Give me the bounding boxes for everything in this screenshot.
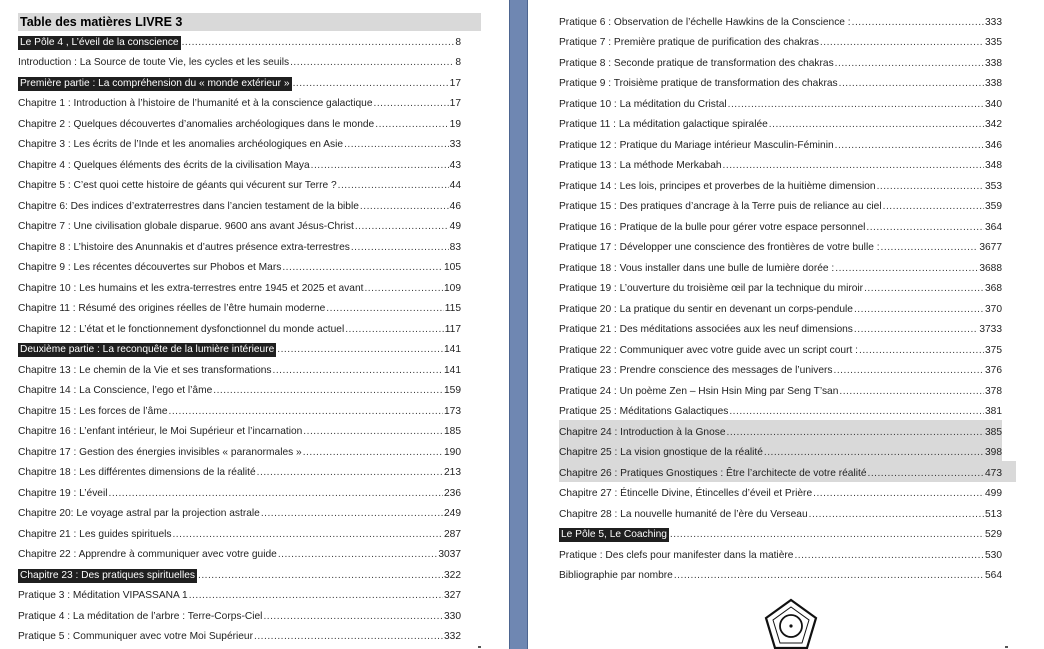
toc-entry-label: Chapitre 24 : Introduction à la Gnose [559,426,726,438]
toc-entry-page-number: 109 [444,282,461,294]
toc-entry[interactable] [18,604,461,625]
toc-entry-label: Le Pôle 5, Le Coaching [561,529,667,540]
toc-dot-leader [835,262,978,275]
toc-entry-label: Pratique 16 : Pratique de la bulle pour gérer votre espace personnel [559,221,866,233]
toc-dot-leader [360,200,449,213]
toc-entry[interactable] [18,153,461,174]
toc-entry-label: Chapitre 27 : Étincelle Divine, Étincelles d’éveil et Prière [559,488,813,499]
toc-entry-label: Pratique 14 : Les lois, principes et proverbes de la huitième dimension [559,180,876,192]
toc-dot-leader [277,343,443,356]
toc-entry[interactable] [559,359,1002,380]
toc-entry-page-number: 3733 [979,324,1002,335]
toc-entry-page-number: 335 [985,37,1002,48]
toc-entry-page-number: 159 [444,385,461,396]
toc-dot-leader [839,385,984,398]
toc-dot-leader [820,36,984,49]
toc-entry-label: Chapitre 5 : C’est quoi cette histoire de géants qui vécurent sur Terre ? [18,180,337,191]
toc-entry[interactable] [18,276,461,297]
toc-entry[interactable] [559,318,1002,339]
toc-entry-label: Pratique 17 : Développer une conscience des frontières de votre bulle : [559,242,880,253]
toc-entry-page-number: 375 [985,344,1002,356]
toc-entry-label: Chapitre 19 : L’éveil [18,487,108,499]
toc-entry[interactable] [559,256,1002,277]
toc-entry-page-number: 529 [985,529,1002,540]
toc-dot-leader [728,98,984,111]
toc-entry[interactable] [559,502,1002,523]
toc-dot-leader [723,159,984,172]
toc-entry-page-number: 338 [985,78,1002,89]
toc-dot-leader [854,303,984,316]
toc-entry-page-number: 385 [985,426,1002,438]
toc-entry[interactable] [559,297,1002,318]
toc-dot-leader [866,221,984,234]
toc-entry[interactable] [559,133,1002,154]
toc-entry-label: Pratique 11 : La méditation galactique spiralée [559,119,768,130]
toc-entry-label: Pratique 25 : Méditations Galactiques [559,406,729,417]
toc-entry[interactable] [559,379,1002,400]
toc-dot-leader [355,220,449,233]
toc-dot-leader [198,569,443,582]
toc-entry-label: Chapitre 2 : Quelques découvertes d’anomalies archéologiques dans le monde [18,118,375,130]
toc-dot-leader [794,549,984,562]
toc-dot-leader [834,364,984,377]
toc-entry-page-number: 353 [985,180,1002,192]
toc-entry-page-number: 398 [985,447,1002,458]
toc-entry-page-number: 17 [449,98,461,109]
toc-entry[interactable] [559,51,1002,72]
toc-entry-page-number: 473 [985,467,1002,479]
toc-entry[interactable] [18,235,461,256]
toc-dot-leader [852,16,984,29]
toc-entry[interactable] [18,71,461,92]
toc-entry-page-number: 8 [455,36,461,48]
toc-dot-leader [364,282,443,295]
toc-entry[interactable] [18,440,461,461]
toc-entry-page-number: 3677 [979,242,1002,253]
toc-dot-leader [303,446,443,459]
toc-entry-page-number: 249 [444,508,461,519]
toc-entry-page-number: 513 [985,508,1002,520]
toc-title: Table des matières LIVRE 3 [18,13,481,31]
toc-entry-label: Pratique 24 : Un poème Zen – Hsin Hsin Ming par Seng T’san [559,385,839,397]
toc-entry[interactable] [559,92,1002,113]
toc-entry-page-number: 370 [985,303,1002,315]
toc-entry-label: Chapitre 9 : Les récentes découvertes sur Phobos et Mars [18,262,282,273]
toc-dot-leader [670,528,984,541]
toc-entry-page-number: 332 [444,631,461,642]
toc-entry-page-number: 287 [444,528,461,540]
toc-entry-page-number: 33 [449,139,461,150]
toc-entry[interactable] [559,277,1002,298]
toc-entry-page-number: 340 [985,98,1002,110]
toc-entry-page-number: 43 [449,159,461,171]
toc-dot-leader [257,466,443,479]
toc-entry-label: Bibliographie par nombre [559,570,673,581]
toc-entry[interactable] [18,92,461,113]
toc-entry[interactable] [18,502,461,523]
toc-entry-label: Pratique 7 : Première pratique de purification des chakras [559,37,819,48]
toc-dot-leader [375,118,448,131]
toc-entry-label: Pratique 23 : Prendre conscience des messages de l’univers [559,365,833,376]
toc-dot-leader [182,36,455,49]
toc-dot-leader [674,569,984,582]
toc-entry-label: Pratique 20 : La pratique du sentir en devenant un corps-pendule [559,303,853,315]
toc-dot-leader [835,57,984,70]
toc-entry[interactable] [559,441,1002,462]
toc-entry-label: Chapitre 13 : Le chemin de la Vie et ses transformations [18,364,272,376]
toc-dot-leader [835,139,984,152]
toc-dot-leader [172,528,443,541]
toc-entry-page-number: 44 [449,180,461,191]
toc-entry-label: Chapitre 7 : Une civilisation globale disparue. 9600 ans avant Jésus-Christ [18,221,354,232]
toc-entry-label: Chapitre 12 : L’état et le fonctionnement dysfonctionnel du monde actuel [18,323,345,335]
toc-entry-page-number: 19 [449,118,461,130]
toc-entry-label: Chapitre 18 : Les différentes dimensions de la réalité [18,467,256,478]
toc-dot-leader [864,282,984,295]
toc-entry-label: Chapitre 25 : La vision gnostique de la réalité [559,447,763,458]
toc-entry-label: Pratique 3 : Méditation VIPASSANA 1 [18,590,188,601]
toc-dot-leader [764,446,984,459]
toc-dot-leader [374,97,449,110]
right-toc-list [559,10,1002,584]
toc-dot-leader [877,180,984,193]
toc-entry[interactable] [559,72,1002,93]
toc-entry[interactable] [18,133,461,154]
toc-dot-leader [189,589,443,602]
toc-dot-leader [839,77,984,90]
toc-entry[interactable] [18,358,461,379]
toc-entry-label: Introduction : La Source de toute Vie, les cycles et les seuils [18,57,290,68]
toc-entry-page-number: 141 [444,344,461,355]
toc-dot-leader [881,241,979,254]
toc-entry-label: Chapitre 8 : L’histoire des Anunnakis et d’autres présence extra-terrestres [18,241,350,253]
toc-entry[interactable] [18,338,461,359]
toc-entry-label: Deuxième partie : La reconquête de la lumière intérieure [20,344,275,355]
toc-dot-leader [263,610,443,623]
toc-dot-leader [293,77,449,90]
toc-entry-label: Chapitre 22 : Apprendre à communiquer avec votre guide [18,549,277,560]
toc-dot-leader [338,179,449,192]
toc-entry-page-number: 236 [444,487,461,499]
toc-entry[interactable] [18,51,461,72]
page-corner-mark [478,646,481,648]
toc-entry-page-number: 105 [444,262,461,273]
toc-entry-label: Chapitre 10 : Les humains et les extra-terrestres entre 1945 et 2025 et avant [18,282,364,294]
toc-entry[interactable] [18,584,461,605]
toc-entry[interactable] [18,420,461,441]
toc-entry[interactable] [18,379,461,400]
toc-entry-page-number: 376 [985,365,1002,376]
toc-dot-leader [813,487,984,500]
toc-entry[interactable] [559,154,1002,175]
toc-entry-label: Pratique 6 : Observation de l’échelle Hawkins de la Conscience : [559,16,851,28]
toc-entry[interactable] [18,625,461,646]
toc-dot-leader [351,241,449,254]
toc-dot-leader [809,508,984,521]
toc-entry-page-number: 378 [985,385,1002,397]
toc-entry-page-number: 3688 [979,262,1002,274]
toc-dot-leader [278,548,438,561]
toc-entry[interactable] [559,338,1002,359]
toc-entry-label: Première partie : La compréhension du « monde extérieur » [20,77,290,89]
toc-entry[interactable] [18,215,461,236]
toc-dot-leader [108,487,443,500]
toc-entry-label: Pratique 22 : Communiquer avec votre guide avec un script court : [559,344,858,356]
toc-entry[interactable] [559,215,1002,236]
toc-dot-leader [311,159,449,172]
toc-entry-label: Chapitre 1 : Introduction à l’histoire de l’humanité et à la conscience galactique [18,98,373,109]
left-toc-list [18,30,461,645]
toc-entry[interactable] [559,31,1002,52]
toc-dot-leader [169,405,444,418]
toc-entry-page-number: 115 [444,303,461,314]
toc-entry-page-number: 346 [985,139,1002,151]
toc-entry[interactable] [559,10,1002,31]
toc-entry-page-number: 342 [985,119,1002,130]
toc-entry-label: Chapitre 14 : La Conscience, l’ego et l’âme [18,385,213,396]
toc-entry-label: Pratique 15 : Des pratiques d’ancrage à la Terre puis de reliance au ciel [559,201,882,212]
toc-entry-label: Pratique 21 : Des méditations associées aux les neuf dimensions [559,324,853,335]
toc-entry-page-number: 364 [985,221,1002,233]
page-corner-mark [1005,646,1008,648]
toc-entry-page-number: 213 [444,467,461,478]
toc-entry[interactable] [18,256,461,277]
toc-entry[interactable] [559,195,1002,216]
toc-entry-label: Pratique 8 : Seconde pratique de transformation des chakras [559,57,834,69]
toc-dot-leader [290,56,454,69]
toc-entry[interactable] [18,30,461,51]
toc-entry-page-number: 330 [444,610,461,622]
toc-dot-leader [859,344,984,357]
toc-entry[interactable] [18,112,461,133]
toc-entry[interactable] [559,174,1002,195]
toc-entry-label: Chapitre 28 : La nouvelle humanité de l’ère du Verseau [559,508,808,520]
toc-entry-page-number: 190 [444,446,461,458]
toc-entry-label: Chapitre 11 : Résumé des origines réelles de l’être humain moderne [18,303,326,314]
toc-entry[interactable] [559,236,1002,257]
toc-entry[interactable] [18,563,461,584]
toc-entry[interactable] [559,564,1002,585]
toc-entry-label: Pratique 4 : La méditation de l’arbre : Terre-Corps-Ciel [18,610,263,622]
toc-entry-label: Chapitre 15 : Les forces de l’âme [18,405,168,417]
toc-entry-label: Chapitre 6: Des indices d’extraterrestres dans l’ancien testament de la bible [18,200,359,212]
toc-entry-label: Pratique 9 : Troisième pratique de transformation des chakras [559,78,838,89]
toc-dot-leader [867,467,984,480]
toc-entry-label: Chapitre 16 : L’enfant intérieur, le Moi Supérieur et l’incarnation [18,426,303,437]
toc-entry[interactable] [559,400,1002,421]
toc-entry-page-number: 141 [444,364,461,376]
toc-entry-page-number: 338 [985,57,1002,69]
toc-entry-label: Pratique 13 : La méthode Merkabah [559,160,722,171]
toc-entry[interactable] [559,482,1002,503]
toc-entry[interactable] [559,543,1002,564]
toc-entry[interactable] [18,399,461,420]
toc-entry[interactable] [18,317,461,338]
toc-entry-label: Pratique 19 : L’ouverture du troisième œil par la technique du miroir [559,283,864,294]
toc-dot-leader [254,630,443,643]
toc-entry-page-number: 17 [449,77,461,89]
toc-entry-label: Chapitre 3 : Les écrits de l’Inde et les anomalies archéologiques en Asie [18,139,344,150]
toc-dot-leader [273,364,443,377]
toc-dot-leader [282,261,443,274]
toc-dot-leader [769,118,984,131]
toc-entry-label: Pratique 12 : Pratique du Mariage intérieur Masculin-Féminin [559,139,834,151]
pentagon-circle-emblem-icon [763,598,819,649]
toc-entry-label: Pratique 5 : Communiquer avec votre Moi Supérieur [18,631,253,642]
toc-entry[interactable] [559,523,1002,544]
toc-entry-page-number: 564 [985,570,1002,581]
toc-entry-page-number: 499 [985,488,1002,499]
toc-entry-page-number: 8 [455,57,461,68]
toc-dot-leader [213,384,443,397]
toc-entry-page-number: 83 [449,241,461,253]
toc-entry-page-number: 368 [985,283,1002,294]
toc-entry-label: Le Pôle 4 , L’éveil de la conscience [20,36,179,48]
toc-entry-page-number: 46 [449,200,461,212]
toc-entry[interactable] [18,522,461,543]
toc-entry-label: Pratique : Des clefs pour manifester dans la matière [559,549,794,561]
toc-entry-page-number: 359 [985,201,1002,212]
toc-entry-label: Chapitre 4 : Quelques éléments des écrits de la civilisation Maya [18,159,310,171]
toc-entry-label: Chapitre 20: Le voyage astral par la projection astrale [18,508,260,519]
toc-entry-page-number: 322 [444,569,461,581]
toc-entry-page-number: 530 [985,549,1002,561]
toc-entry[interactable] [18,461,461,482]
toc-entry[interactable] [18,194,461,215]
toc-entry-page-number: 3037 [438,549,461,560]
toc-dot-leader [261,507,443,520]
toc-entry[interactable] [18,481,461,502]
page-gutter [509,0,528,649]
toc-entry-page-number: 327 [444,590,461,601]
toc-entry-page-number: 173 [444,405,461,417]
toc-dot-leader [727,426,985,439]
toc-entry[interactable] [559,461,1016,482]
toc-entry-label: Chapitre 21 : Les guides spirituels [18,528,172,540]
toc-entry-label: Chapitre 23 : Des pratiques spirituelles [20,569,195,581]
toc-entry[interactable] [559,420,1002,441]
toc-entry[interactable] [18,543,461,564]
toc-entry-page-number: 381 [985,406,1002,417]
toc-entry-page-number: 185 [444,426,461,437]
toc-dot-leader [854,323,978,336]
toc-dot-leader [303,425,443,438]
toc-entry-label: Pratique 10 : La méditation du Cristal [559,98,727,110]
toc-entry-page-number: 333 [985,16,1002,28]
toc-entry-page-number: 117 [444,323,461,335]
toc-dot-leader [344,138,449,151]
toc-entry-label: Pratique 18 : Vous installer dans une bulle de lumière dorée : [559,262,835,274]
toc-entry[interactable] [559,113,1002,134]
toc-entry-page-number: 49 [449,221,461,232]
toc-dot-leader [345,323,444,336]
toc-entry[interactable] [18,297,461,318]
toc-dot-leader [326,302,443,315]
toc-dot-leader [729,405,984,418]
toc-entry-label: Chapitre 26 : Pratiques Gnostiques : Être l’architecte de votre réalité [559,467,867,479]
toc-entry-label: Chapitre 17 : Gestion des énergies invisibles « paranormales » [18,446,302,458]
toc-entry[interactable] [18,174,461,195]
toc-entry-page-number: 348 [985,160,1002,171]
toc-dot-leader [883,200,984,213]
